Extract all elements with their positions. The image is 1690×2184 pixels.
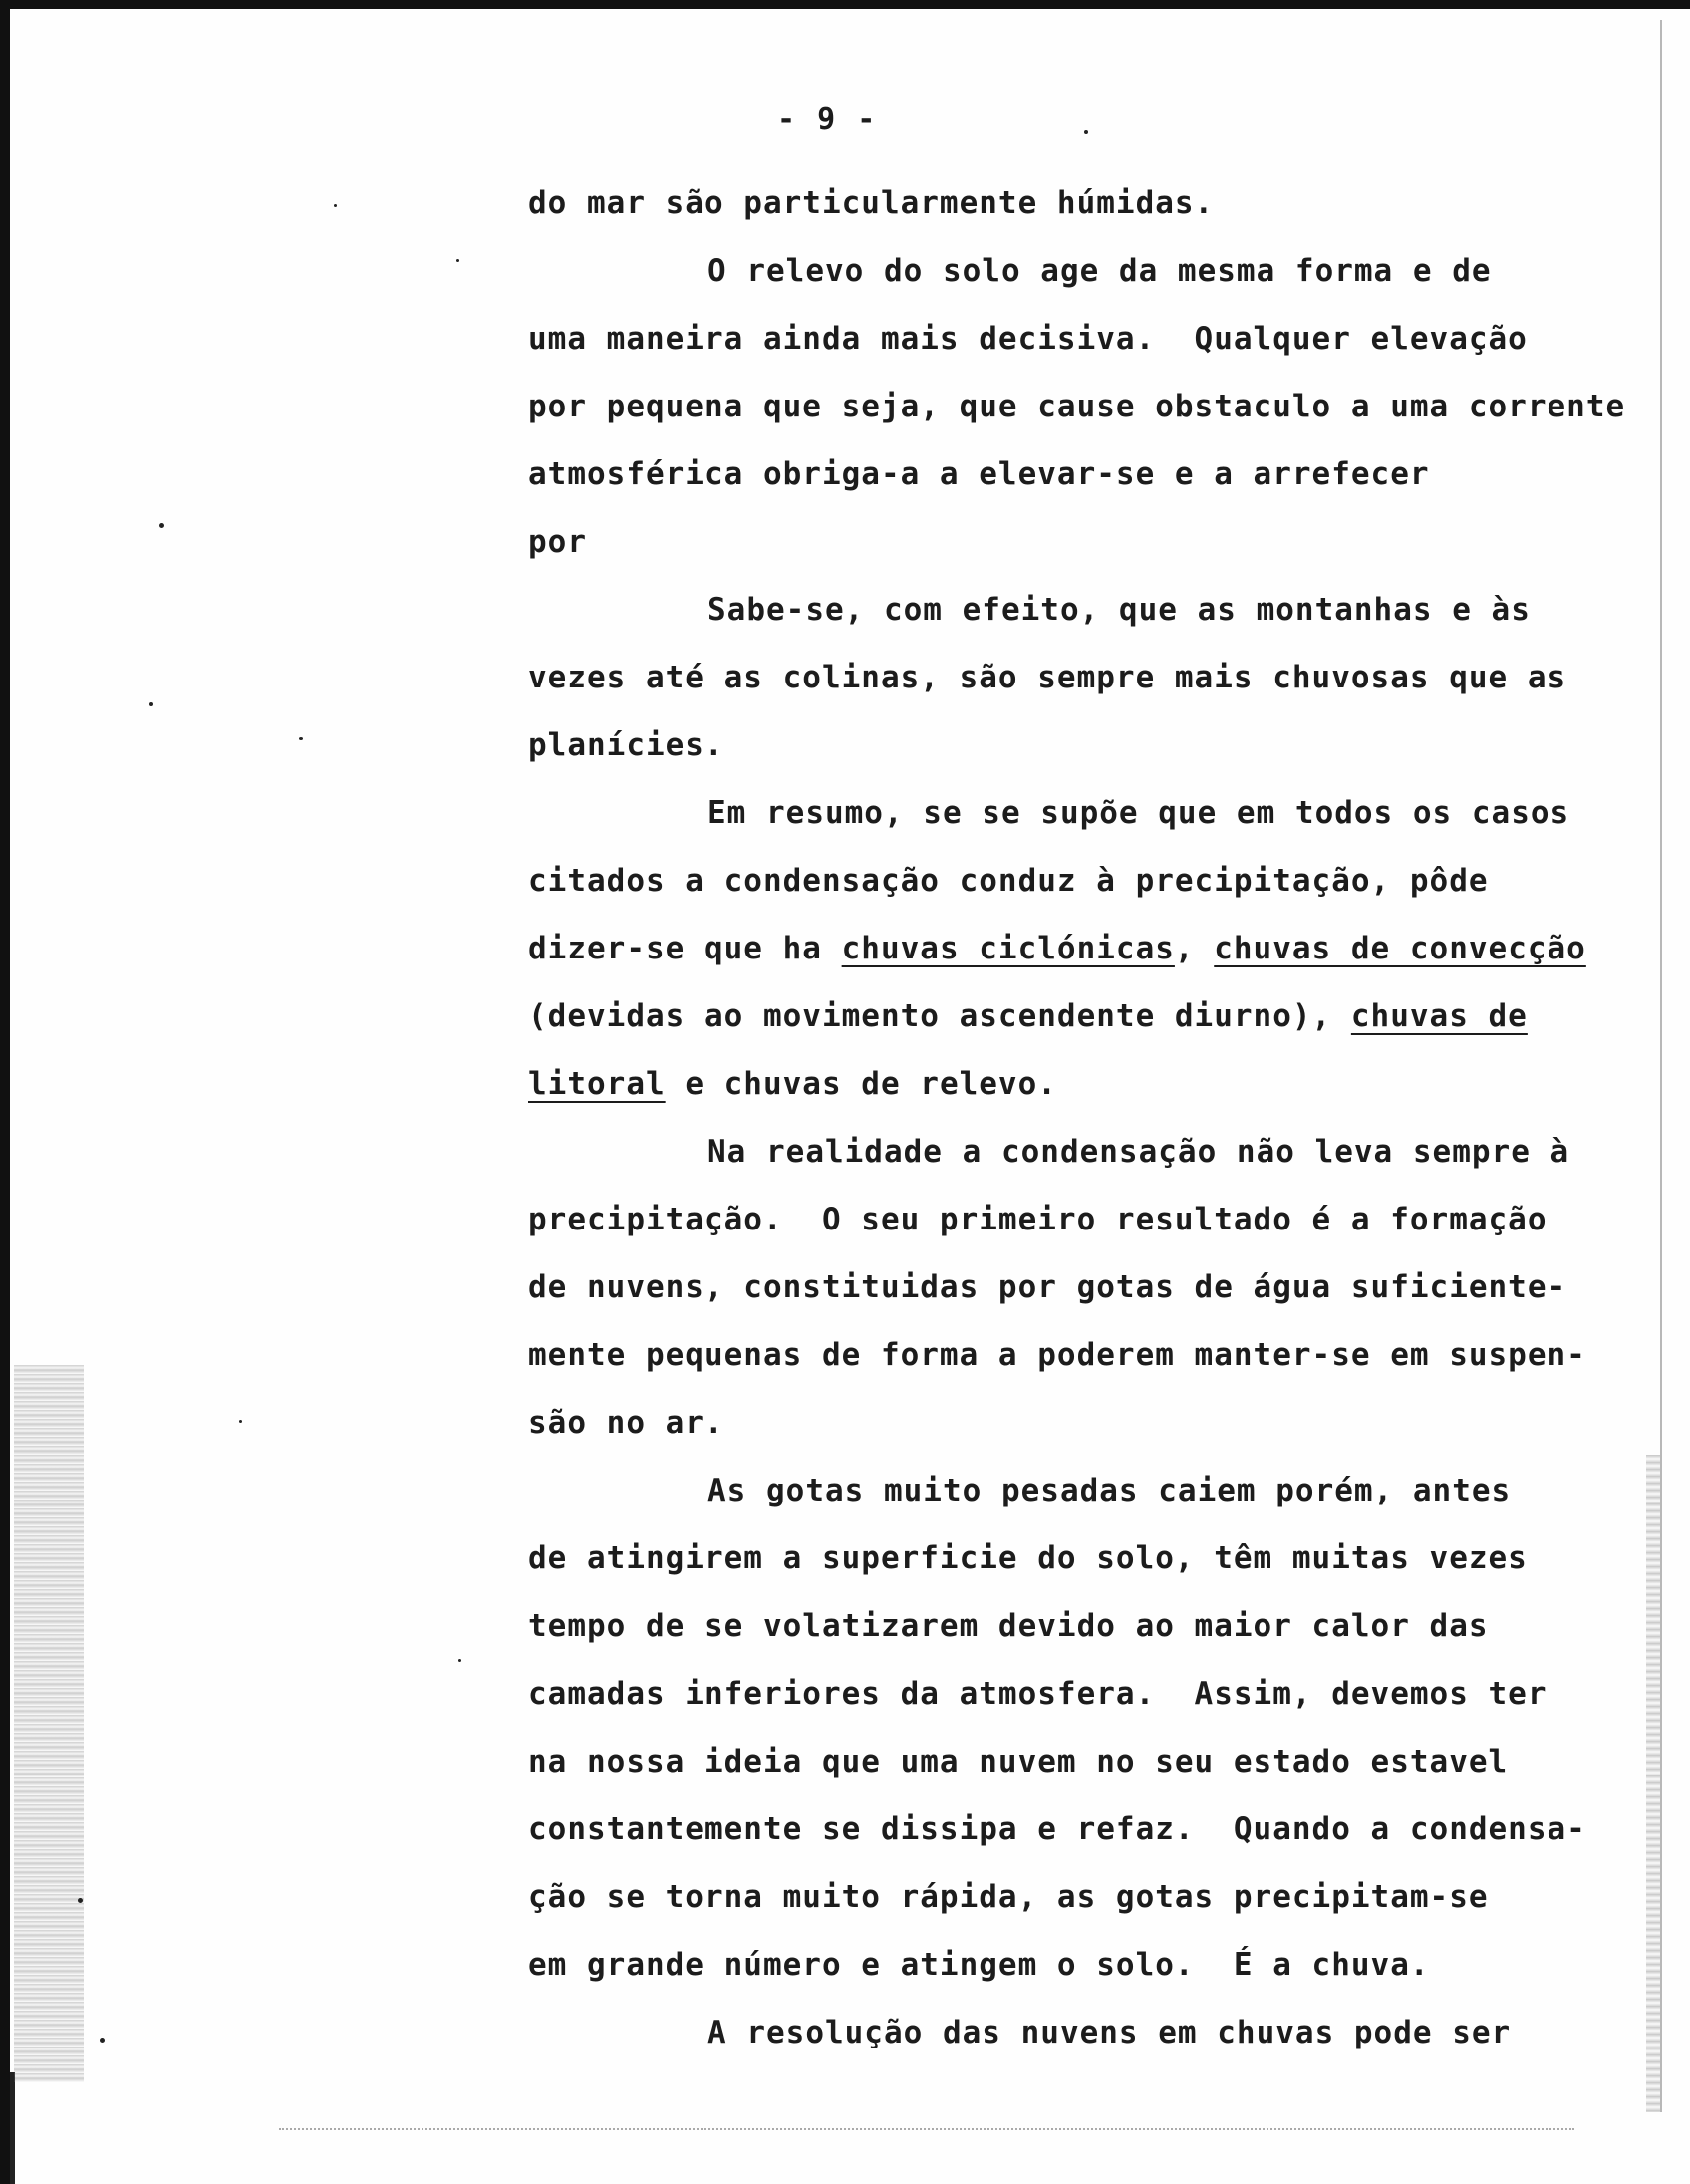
term-litoral: litoral	[528, 1066, 666, 1102]
scan-border-right	[1660, 20, 1662, 2112]
text-line: em grande número e atingem o solo. É a chuva.	[528, 1947, 1430, 1983]
text-line: de nuvens, constituidas por gotas de água suficiente-	[528, 1269, 1567, 1305]
term-chuvas-ciclonicas: chuvas ciclónicas	[841, 931, 1175, 966]
scan-speck	[456, 259, 459, 262]
text-line: de atingirem a superficie do solo, têm muitas vezes	[528, 1540, 1528, 1576]
term-chuvas-de-litoral: chuvas de	[1350, 998, 1528, 1034]
text-line: O relevo do solo age da mesma forma e de	[707, 253, 1492, 289]
scan-noise-right	[1646, 1455, 1660, 2112]
text-line: camadas inferiores da atmosfera. Assim, devemos ter	[528, 1676, 1548, 1712]
text-line: uma maneira ainda mais decisiva. Qualquer elevação	[528, 321, 1528, 357]
text-line: vezes até as colinas, são sempre mais chuvosas que as	[528, 660, 1567, 695]
scan-bottom-edge	[279, 2128, 1574, 2131]
scan-speck	[334, 204, 337, 207]
scan-speck	[159, 523, 164, 528]
scan-noise-left	[14, 1365, 84, 2082]
scan-border-left	[0, 0, 10, 2184]
text-line: Em resumo, se se supõe que em todos os casos	[707, 795, 1570, 831]
scan-speck	[100, 2038, 105, 2043]
text-line: As gotas muito pesadas caiem porém, antes	[707, 1473, 1512, 1508]
page-number: - 9 -	[777, 102, 878, 136]
text-line: por pequena que seja, que cause obstaculo a uma corrente	[528, 389, 1626, 424]
scan-speck	[1084, 130, 1088, 134]
text-line: tempo de se volatizarem devido ao maior calor das	[528, 1608, 1489, 1644]
text-line	[528, 990, 1644, 1058]
text-line: na nossa ideia que uma nuvem no seu estado estavel	[528, 1744, 1509, 1779]
text-line: Na realidade a condensação não leva sempre à	[707, 1134, 1570, 1170]
text-line: planícies.	[528, 727, 724, 763]
text-line: ção se torna muito rápida, as gotas precipitam-se	[528, 1879, 1489, 1915]
text-line: são no ar.	[528, 1405, 724, 1441]
text-segment: dizer-se que ha	[528, 931, 842, 966]
text-line: por	[528, 524, 587, 560]
text-line: A resolução das nuvens em chuvas pode ser	[707, 2015, 1512, 2050]
text-segment: (devidas ao movimento ascendente diurno),	[528, 998, 1351, 1034]
scan-speck	[299, 737, 303, 740]
text-segment: e chuvas de relevo.	[665, 1066, 1057, 1102]
text-segment: ,	[1174, 931, 1215, 966]
text-line: atmosférica obriga-a a elevar-se e a arrefecer	[528, 456, 1430, 492]
text-line: do mar são particularmente húmidas.	[528, 185, 1215, 221]
text-line: mente pequenas de forma a poderem manter-se em suspen-	[528, 1337, 1586, 1373]
term-chuvas-de-conveccao: chuvas de convecção	[1214, 931, 1586, 966]
scan-speck	[239, 1420, 242, 1423]
text-line: constantemente se dissipa e refaz. Quando a condensa-	[528, 1811, 1586, 1847]
body-text	[528, 177, 1644, 2074]
text-line	[528, 923, 1644, 990]
scan-border-left-bottom	[10, 2072, 15, 2184]
text-line: citados a condensação conduz à precipitação, pôde	[528, 863, 1489, 899]
scan-speck	[78, 1898, 83, 1903]
text-line	[528, 1058, 1644, 1126]
text-line: Sabe-se, com efeito, que as montanhas e às	[707, 592, 1531, 628]
scan-speck	[458, 1659, 461, 1662]
text-line: precipitação. O seu primeiro resultado é a formação	[528, 1202, 1548, 1237]
scan-speck	[149, 702, 153, 706]
scan-border-top	[0, 0, 1690, 9]
